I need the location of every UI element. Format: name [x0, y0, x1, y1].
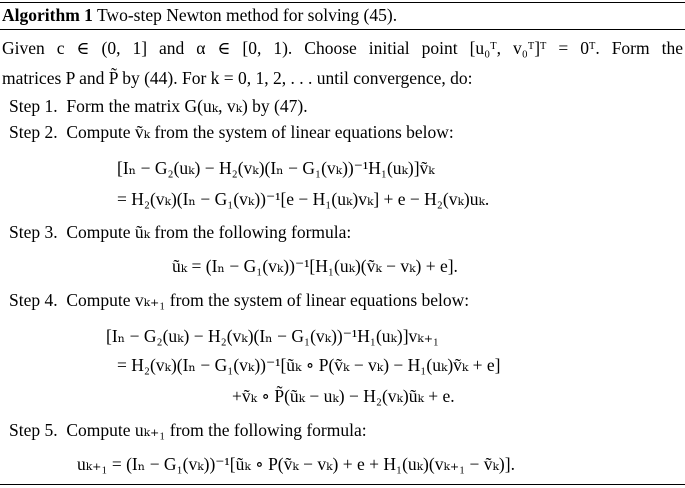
step-3-text: Compute ũₖ from the following formula:: [66, 222, 352, 242]
intro-line-2: matrices P and P̃ by (44). For k = 0, 1, 2, . . . until convergence, do:: [2, 68, 473, 88]
step-4: [9, 290, 469, 310]
step-4-equation-line-1: [Iₙ − G₂(uₖ) − H₂(vₖ)(Iₙ − G₁(vₖ))⁻¹H₁(uₖ)]vₖ₊₁: [106, 326, 440, 346]
step-5: [9, 420, 367, 440]
step-4-equation-line-2: = H₂(vₖ)(Iₙ − G₁(vₖ))⁻¹[ũₖ ∘ P(ṽₖ − vₖ) − H₁(uₖ)ṽₖ + e]: [117, 355, 501, 375]
step-2-text: Compute ṽₖ from the system of linear equations below:: [66, 122, 454, 142]
step-1-text: Form the matrix G(uₖ, vₖ) by (47).: [66, 96, 308, 116]
step-5-label: Step 5.: [9, 420, 58, 440]
intro-line-1: Given c ∈ (0, 1] and α ∈ [0, 1). Choose initial point [u₀ᵀ, v₀ᵀ]ᵀ = 0ᵀ. Form the: [2, 38, 683, 58]
algorithm-label: Algorithm 1: [2, 5, 93, 25]
bottom-rule: [0, 484, 685, 485]
step-1: [9, 96, 308, 116]
step-2: [9, 122, 454, 142]
algorithm-title: Two-step Newton method for solving (45).: [92, 5, 398, 25]
step-1-label: Step 1.: [9, 96, 58, 116]
step-3: [9, 222, 351, 242]
step-3-equation: ũₖ = (Iₙ − G₁(vₖ))⁻¹[H₁(uₖ)(ṽₖ − vₖ) + e].: [172, 256, 458, 276]
caption-rule: [0, 29, 685, 30]
step-4-label: Step 4.: [9, 290, 58, 310]
algorithm-caption: [2, 5, 397, 26]
step-5-equation: uₖ₊₁ = (Iₙ − G₁(vₖ))⁻¹[ũₖ ∘ P(ṽₖ − vₖ) + e + H₁(uₖ)(vₖ₊₁ − ṽₖ)].: [77, 454, 515, 474]
step-3-label: Step 3.: [9, 222, 58, 242]
step-2-equation-line-2: = H₂(vₖ)(Iₙ − G₁(vₖ))⁻¹[e − H₁(uₖ)vₖ] + e − H₂(vₖ)uₖ.: [117, 189, 490, 209]
step-4-text: Compute vₖ₊₁ from the system of linear equations below:: [66, 290, 470, 310]
top-rule: [0, 2, 685, 3]
step-4-equation-line-3: +ṽₖ ∘ P̃(ũₖ − uₖ) − H₂(vₖ)ũₖ + e.: [232, 386, 455, 406]
step-2-equation-line-1: [Iₙ − G₂(uₖ) − H₂(vₖ)(Iₙ − G₁(vₖ))⁻¹H₁(uₖ)]ṽₖ: [117, 158, 435, 178]
step-5-text: Compute uₖ₊₁ from the following formula:: [66, 420, 367, 440]
step-2-label: Step 2.: [9, 122, 58, 142]
